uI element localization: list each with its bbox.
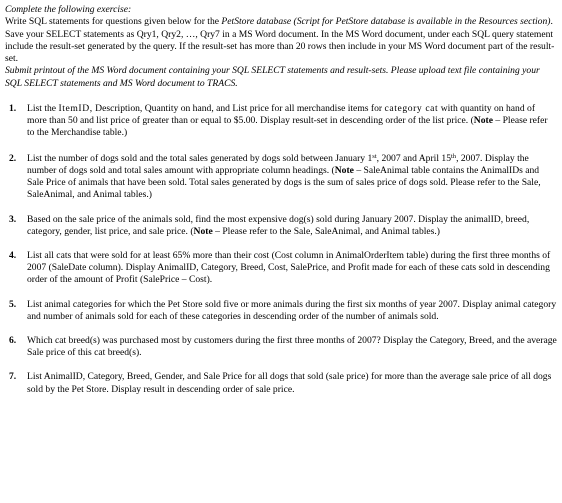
question-1: 1. List the ItemID, Description, Quantity on hand, and List price for all merchandise items for category cat with quantity on hand of more than 50 and list price of greater than or equal to $5.00. Display result-set in descending order of the list price. (Note – Please refer to the Merchandise table.): [9, 103, 548, 139]
note-label: Note: [193, 225, 213, 237]
submission-instructions: Submit printout of the MS Word document containing your SQL SELECT statements and result-sets. Please upload text file containing your SQL SELECT statements and MS Word document to TRACS.: [5, 65, 540, 89]
database-script-note: (Script for PetStore database is available in the Resources section): [291, 16, 551, 28]
note-label: Note: [473, 115, 493, 127]
instructions: [5, 4, 557, 90]
question-list: [5, 103, 557, 396]
question-4: 4. List all cats that were sold for at least 65% more than their cost (Cost column in AnimalOrderItem table) during the first three months of 2007 (SaleDate column). Display AnimalID, Category, Breed, Cost, SalePrice, and Profit made for each of these cats sold in descending order of the amount of Profit (SalePrice – Cost).: [9, 249, 551, 286]
database-name: PetStore database: [221, 16, 292, 28]
question-5: 5. List animal categories for which the Pet Store sold five or more animals during the first six months of year 2007. Display animal category and number of animals sold for each of these categories in descending order of the number of animals sold.: [9, 298, 557, 322]
question-2: 2. List the number of dogs sold and the total sales generated by dogs sold between January 1st, 2007 and April 15th, 2007. Display the number of dogs sold and total sales amount with appropriate column headings. (Note – SaleAnimal table contains the AnimalIDs and Sale Price of animals that have been sold. Total sales generated by dogs is the sum of sales price of dogs sold. Please refer to the Sale, SaleAnimal, and Animal tables.): [9, 152, 541, 201]
question-6: 6. Which cat breed(s) was purchased most by customers during the first three months of 2007? Display the Category, Breed, and the average Sale price of this cat breed(s).: [9, 334, 557, 359]
note-label: Note: [334, 164, 354, 176]
assignment-document: [5, 4, 557, 396]
instructions-heading: Complete the following exercise:: [5, 4, 132, 15]
question-3: 3. Based on the sale price of the animals sold, find the most expensive dog(s) sold during January 2007. Display the animalID, breed, category, gender, list price, and sale price. (Note – Please refer to the Sale, SaleAnimal, and Animal tables.): [9, 213, 530, 237]
instructions-body: Write SQL statements for questions given below for the PetStore database (Script for PetStore database is available in the Resources section). Save your SELECT statements as Qry1, Qry2, …, Qry7 in a MS Word document. In the MS Word document, under each SQL query statement include the result-set generated by the query. If the result-set has more than 20 rows then include in your MS Word document part of the result-set.: [5, 16, 555, 65]
question-7: 7. List AnimalID, Category, Breed, Gender, and Sale Price for all dogs that sold (sale price) for more than the average sale price of all dogs sold by the Pet Store. Display result in descending order of sale price.: [9, 371, 552, 395]
